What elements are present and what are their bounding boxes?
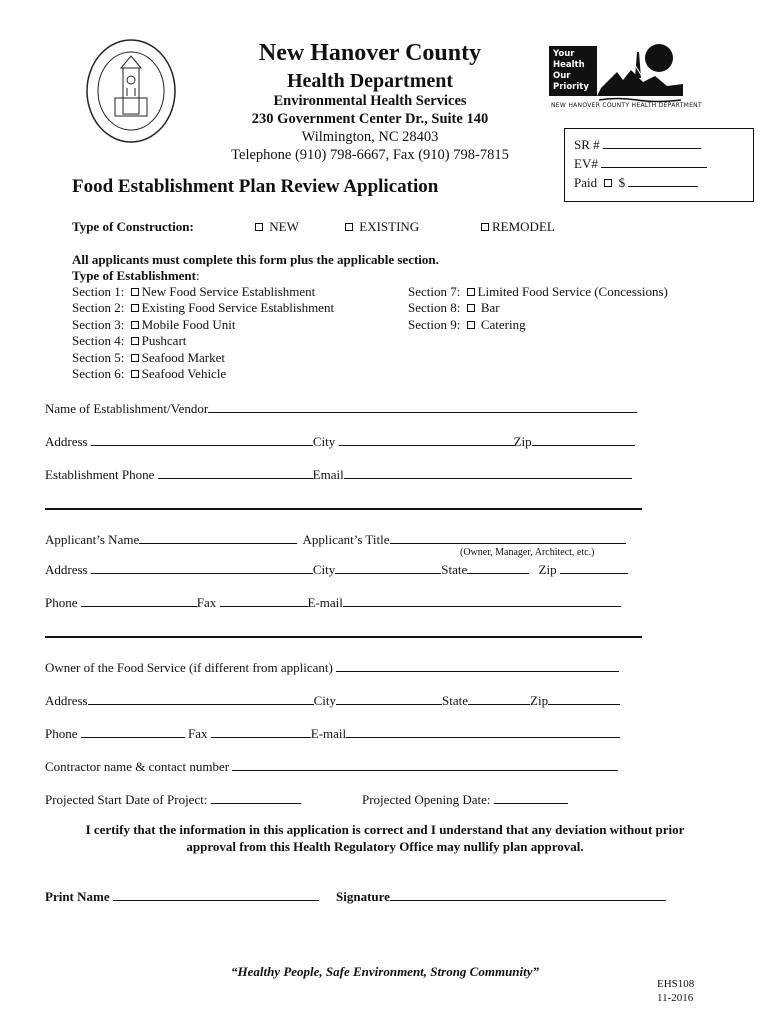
- owner-phone-row: [45, 724, 620, 742]
- signature-row: [336, 887, 666, 905]
- remodel-label: REMODEL: [492, 219, 555, 234]
- logo-line-3: Our: [553, 71, 571, 81]
- owner-label: Owner of the Food Service (if different from applicant): [45, 660, 333, 675]
- establishment-name-label: Name of Establishment/Vendor: [45, 401, 209, 416]
- zip-line[interactable]: [532, 432, 635, 446]
- fax-label: Fax: [188, 726, 208, 741]
- section-item[interactable]: [72, 366, 334, 382]
- email-label: Email: [312, 467, 344, 482]
- address-label: Address: [45, 693, 88, 708]
- owner-row: [45, 658, 619, 676]
- section-number: Section 9:: [408, 316, 461, 332]
- section-label: Existing Food Service Establishment: [141, 300, 335, 316]
- address-label: Address: [45, 562, 88, 577]
- new-label: NEW: [269, 219, 299, 234]
- applicant-title-note: (Owner, Manager, Architect, etc.): [460, 547, 595, 558]
- opening-date-label: Projected Opening Date:: [362, 792, 491, 807]
- start-date-line[interactable]: [211, 790, 301, 804]
- print-name-label: Print Name: [45, 889, 110, 904]
- city-line[interactable]: [339, 432, 514, 446]
- applicant-name-row: [45, 530, 626, 548]
- phone-label: Phone: [45, 595, 78, 610]
- phone-line[interactable]: [158, 465, 313, 479]
- form-id: EHS108: [657, 978, 695, 990]
- section-number: Section 3:: [72, 316, 125, 332]
- section-item[interactable]: [72, 333, 334, 349]
- section-divider: [45, 636, 642, 638]
- section-label: Pushcart: [141, 333, 187, 349]
- paid-label: Paid: [574, 175, 598, 190]
- existing-checkbox[interactable]: [345, 223, 353, 231]
- section-checkbox[interactable]: [467, 288, 475, 296]
- email-label: E-mail: [310, 726, 347, 741]
- zip-line[interactable]: [548, 691, 620, 705]
- fax-line[interactable]: [211, 724, 311, 738]
- city-line[interactable]: [335, 560, 441, 574]
- contractor-label: Contractor name & contact number: [45, 759, 230, 774]
- fax-label: Fax: [196, 595, 217, 610]
- logo-black-block: [549, 46, 597, 96]
- section-number: Section 7:: [408, 284, 461, 299]
- motto: “Healthy People, Safe Environment, Strong Community”: [230, 964, 540, 979]
- state-label: State: [442, 693, 469, 708]
- construction-new-option[interactable]: [255, 219, 299, 235]
- sections-left-list: [72, 284, 334, 382]
- paid-amount-line[interactable]: [628, 173, 698, 187]
- section-item[interactable]: [408, 317, 668, 333]
- section-checkbox[interactable]: [131, 321, 139, 329]
- section-checkbox[interactable]: [131, 337, 139, 345]
- seal-icon: [85, 38, 177, 144]
- ev-line[interactable]: [601, 154, 707, 168]
- division-name: Environmental Health Services: [273, 93, 467, 109]
- establishment-type-colon: :: [196, 268, 200, 283]
- health-dept-logo: [549, 42, 702, 116]
- section-number: Section 5:: [72, 349, 125, 365]
- section-item[interactable]: [72, 317, 334, 333]
- section-item[interactable]: [408, 300, 668, 316]
- sr-field: [574, 135, 744, 154]
- section-checkbox[interactable]: [131, 288, 139, 296]
- opening-date-row: [362, 790, 568, 808]
- section-number: Section 6:: [72, 366, 125, 382]
- section-label: Mobile Food Unit: [141, 316, 236, 332]
- new-checkbox[interactable]: [255, 223, 263, 231]
- email-line[interactable]: [346, 724, 620, 738]
- logo-arc-text: NEW HANOVER COUNTY HEALTH DEPARTMENT: [551, 102, 702, 109]
- paid-checkbox[interactable]: [604, 179, 612, 187]
- phone-label: Establishment Phone: [45, 467, 155, 482]
- city-label: City: [312, 562, 336, 577]
- zip-line[interactable]: [560, 560, 628, 574]
- signature-line[interactable]: [390, 887, 666, 901]
- section-item[interactable]: [72, 284, 334, 300]
- logo-line-1: Your: [553, 49, 575, 59]
- address-line[interactable]: [91, 560, 313, 574]
- existing-label: EXISTING: [359, 219, 420, 234]
- street-address: 230 Government Center Dr., Suite 140: [251, 111, 489, 127]
- phone-line[interactable]: [81, 593, 197, 607]
- email-label: E-mail: [307, 595, 343, 610]
- sr-label: SR #: [574, 137, 600, 152]
- address-line[interactable]: [88, 691, 314, 705]
- form-date: 11-2016: [657, 992, 694, 1004]
- section-number: Section 1:: [72, 284, 125, 299]
- section-label: Limited Food Service (Concessions): [477, 284, 668, 299]
- section-item[interactable]: [408, 284, 668, 300]
- dollar-label: $: [618, 175, 626, 190]
- contractor-row: [45, 757, 618, 775]
- applicant-name-label: Applicant’s Name: [45, 532, 140, 547]
- contact-phone: Telephone (910) 798-6667, Fax (910) 798-7815: [231, 147, 509, 163]
- establishment-name-row: [45, 399, 637, 417]
- certify-line-1: I certify that the information in this application is correct and I understand that any deviation without prior: [85, 822, 685, 837]
- sections-right-list: [408, 284, 668, 333]
- sr-line[interactable]: [603, 135, 701, 149]
- zip-label: Zip: [513, 434, 532, 449]
- establishment-phone-row: [45, 465, 632, 483]
- certify-line-2: approval from this Health Regulatory Office may nullify plan approval.: [186, 839, 584, 854]
- section-label: Seafood Vehicle: [141, 366, 227, 382]
- start-date-row: [45, 790, 301, 808]
- email-line[interactable]: [344, 465, 632, 479]
- print-name-row: [45, 887, 319, 905]
- remodel-checkbox[interactable]: [481, 223, 489, 231]
- start-date-label: Projected Start Date of Project:: [45, 792, 208, 807]
- establishment-type-label: Type of Establishment: [72, 268, 196, 283]
- address-line[interactable]: [91, 432, 313, 446]
- applicant-name-line[interactable]: [139, 530, 297, 544]
- city-line[interactable]: [336, 691, 442, 705]
- logo-line-4: Priority: [553, 82, 589, 92]
- applicant-title-line[interactable]: [390, 530, 626, 544]
- section-label: Seafood Market: [141, 349, 225, 365]
- establishment-name-line[interactable]: [208, 399, 637, 413]
- establishment-address-row: [45, 432, 635, 450]
- city-label: City: [312, 434, 336, 449]
- phone-line[interactable]: [81, 724, 185, 738]
- section-number: Section 2:: [72, 300, 125, 316]
- section-item[interactable]: [72, 350, 334, 366]
- office-use-box: [564, 128, 754, 202]
- construction-existing-option[interactable]: [345, 219, 419, 235]
- section-divider: [45, 508, 642, 510]
- section-checkbox[interactable]: [131, 370, 139, 378]
- lighthouse-scene-icon: [597, 42, 683, 104]
- city-address: Wilmington, NC 28403: [301, 129, 439, 145]
- paid-field: [574, 173, 744, 192]
- construction-label: Type of Construction:: [72, 219, 194, 234]
- zip-label: Zip: [530, 693, 549, 708]
- phone-label: Phone: [45, 726, 78, 741]
- applicant-title-label: Applicant’s Title: [302, 532, 390, 547]
- department-name: Health Department: [286, 70, 454, 92]
- contractor-line[interactable]: [232, 757, 618, 771]
- section-label: New Food Service Establishment: [141, 284, 316, 299]
- print-name-line[interactable]: [113, 887, 319, 901]
- signature-label: Signature: [336, 889, 390, 904]
- section-checkbox[interactable]: [467, 304, 475, 312]
- state-line[interactable]: [468, 691, 530, 705]
- applicant-address-row: [45, 560, 628, 578]
- section-label: Bar: [480, 300, 500, 316]
- section-checkbox[interactable]: [131, 354, 139, 362]
- logo-line-2: Health: [553, 60, 585, 70]
- owner-address-row: [45, 691, 620, 709]
- state-label: State: [441, 562, 468, 577]
- county-seal: [85, 38, 177, 144]
- opening-date-line[interactable]: [494, 790, 568, 804]
- section-item[interactable]: [72, 300, 334, 316]
- establishment-type-heading: [72, 268, 200, 284]
- section-checkbox[interactable]: [131, 304, 139, 312]
- state-line[interactable]: [467, 560, 529, 574]
- email-line[interactable]: [343, 593, 621, 607]
- zip-label: Zip: [538, 562, 557, 577]
- applicant-phone-row: [45, 593, 621, 611]
- ev-field: [574, 154, 744, 173]
- city-label: City: [313, 693, 337, 708]
- address-label: Address: [45, 434, 88, 449]
- instructions-line: All applicants must complete this form plus the applicable section.: [72, 252, 439, 267]
- owner-line[interactable]: [336, 658, 619, 672]
- section-number: Section 8:: [408, 300, 461, 316]
- fax-line[interactable]: [220, 593, 308, 607]
- construction-remodel-option[interactable]: [481, 219, 555, 235]
- county-name: New Hanover County: [258, 40, 482, 66]
- section-checkbox[interactable]: [467, 321, 475, 329]
- ev-label: EV#: [574, 156, 598, 171]
- section-label: Catering: [480, 316, 526, 332]
- section-number: Section 4:: [72, 333, 125, 349]
- form-title: Food Establishment Plan Review Application: [72, 176, 439, 197]
